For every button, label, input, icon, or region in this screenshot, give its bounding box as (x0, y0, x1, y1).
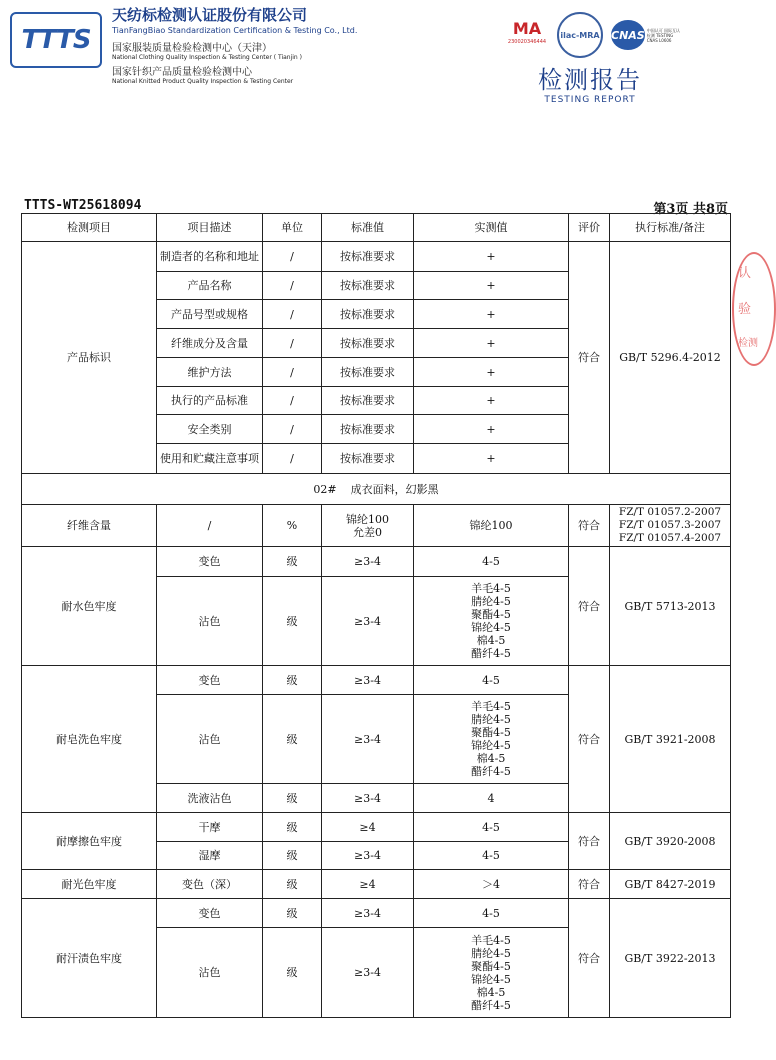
cma-mark-number: 230020346444 (507, 39, 547, 45)
cnas-mark-icon (611, 18, 683, 52)
cell-measured: + (414, 415, 569, 444)
cell-evaluation: 符合 (569, 813, 610, 870)
cnas-mark-note: 中国认可 国际互认 检测 TESTING CNAS L0606 (646, 27, 680, 43)
cell-standard: GB/T 5713-2013 (610, 547, 731, 666)
col-header: 标准值 (322, 214, 414, 242)
table-row (22, 505, 731, 547)
report-title-cn: 检测报告 (538, 66, 642, 94)
cell-desc: 变色 (157, 666, 263, 695)
stamp-char-1: 认 (738, 266, 752, 281)
standard-line: FZ/T 01057.3-2007 (618, 519, 722, 531)
cell-standard: GB/T 3921-2008 (610, 666, 731, 813)
cell-measured: 4-5 (414, 666, 569, 695)
cell-std: 按标准要求 (322, 272, 414, 300)
cell-unit: / (263, 415, 322, 444)
table-header-row (22, 214, 731, 242)
report-title (538, 60, 642, 105)
cell-measured: + (414, 329, 569, 358)
cell-std: 按标准要求 (322, 329, 414, 358)
ilac-mra-mark-icon (557, 12, 603, 58)
measured-line: 聚酯4-5 (471, 959, 511, 973)
cell-desc: 产品名称 (157, 272, 263, 300)
report-number: TTTS-WT25618094 (24, 198, 142, 213)
measured-line: 锦纶4-5 (471, 621, 511, 634)
table-row (22, 242, 731, 272)
cell-unit: / (263, 329, 322, 358)
cell-unit: / (263, 358, 322, 387)
cell-unit: 级 (263, 813, 322, 842)
cell-std: 按标准要求 (322, 358, 414, 387)
cell-unit: 级 (263, 577, 322, 666)
cell-std: 按标准要求 (322, 415, 414, 444)
cell-std: ≥4 (322, 870, 414, 899)
cell-item: 耐摩擦色牢度 (22, 813, 157, 870)
cma-mark-label: MA (512, 19, 542, 38)
cell-desc: / (157, 505, 263, 547)
cell-std (322, 505, 414, 547)
measured-line: 腈纶4-5 (471, 946, 511, 960)
col-header: 项目描述 (157, 214, 263, 242)
center1-name-en: National Clothing Quality Inspection & Testing Center ( Tianjin ) (112, 54, 302, 61)
col-header: 评价 (569, 214, 610, 242)
cell-unit: 级 (263, 784, 322, 813)
cell-item: 产品标识 (22, 242, 157, 474)
center2-name-en: National Knitted Product Quality Inspection & Testing Center (112, 78, 294, 85)
cell-measured: 4-5 (414, 547, 569, 577)
cell-evaluation: 符合 (569, 899, 610, 1018)
cell-unit: 级 (263, 928, 322, 1018)
logo-text: TTTS (21, 25, 91, 55)
cell-standard: GB/T 3922-2013 (610, 899, 731, 1018)
col-header: 实测值 (414, 214, 569, 242)
accreditation-marks (505, 12, 683, 58)
table-row (22, 813, 731, 842)
company-name-cn: 天纺标检测认证股份有限公司 (112, 6, 308, 24)
cell-standard (610, 505, 731, 547)
cell-standard: GB/T 8427-2019 (610, 870, 731, 899)
cell-std: ≥3-4 (322, 666, 414, 695)
cnas-mark-label: CNAS (611, 28, 645, 42)
cell-std: ≥3-4 (322, 547, 414, 577)
measured-line: 锦纶4-5 (471, 739, 511, 752)
measured-line: 羊毛4-5 (471, 582, 511, 595)
cell-unit: 级 (263, 666, 322, 695)
table-row (22, 870, 731, 899)
cell-std: 按标准要求 (322, 444, 414, 474)
cell-desc: 变色 (157, 899, 263, 928)
stamp-char-3: 检测 (738, 338, 758, 349)
cell-measured: + (414, 444, 569, 474)
cma-mark-icon (505, 19, 549, 51)
company-block (112, 4, 357, 85)
center2-name-cn: 国家针织产品质量检验检测中心 (112, 67, 252, 78)
cell-measured: + (414, 242, 569, 272)
cell-measured (414, 577, 569, 666)
cell-desc: 沾色 (157, 695, 263, 784)
center1-name-cn: 国家服装质量检验检测中心（天津） (112, 43, 272, 54)
cell-unit: % (263, 505, 322, 547)
measured-line: 棉4-5 (476, 634, 506, 647)
cell-desc: 使用和贮藏注意事项 (157, 444, 263, 474)
standard-line: FZ/T 01057.2-2007 (618, 506, 722, 518)
cell-desc: 制造者的名称和地址 (157, 242, 263, 272)
cell-desc: 产品号型或规格 (157, 300, 263, 329)
cell-standard: GB/T 3920-2008 (610, 813, 731, 870)
cell-measured: 4-5 (414, 813, 569, 842)
cell-unit: 级 (263, 842, 322, 870)
seal-stamp-icon (732, 252, 776, 366)
cell-measured (414, 928, 569, 1018)
cell-measured: ＞4 (414, 870, 569, 899)
cell-std: ≥3-4 (322, 899, 414, 928)
cell-std: ≥3-4 (322, 695, 414, 784)
table-row (22, 899, 731, 928)
cell-std: ≥4 (322, 813, 414, 842)
cell-evaluation: 符合 (569, 547, 610, 666)
measured-line: 聚酯4-5 (471, 608, 511, 621)
measured-line: 聚酯4-5 (471, 726, 511, 739)
cell-unit: 级 (263, 695, 322, 784)
col-header: 单位 (263, 214, 322, 242)
cell-unit: / (263, 272, 322, 300)
cell-evaluation: 符合 (569, 242, 610, 474)
cell-std: 按标准要求 (322, 387, 414, 415)
measured-line: 棉4-5 (476, 752, 506, 765)
cell-measured: + (414, 358, 569, 387)
measured-line: 腈纶4-5 (471, 713, 511, 726)
std-line: 允差0 (353, 525, 382, 539)
cell-unit: / (263, 444, 322, 474)
cell-unit: / (263, 300, 322, 329)
cell-item: 耐汗渍色牢度 (22, 899, 157, 1018)
cell-desc: 洗液沾色 (157, 784, 263, 813)
report-title-en: TESTING REPORT (544, 95, 636, 105)
sample-description: 02# 成衣面料，幻影黑 (22, 474, 731, 505)
cell-desc: 湿摩 (157, 842, 263, 870)
cell-desc: 安全类别 (157, 415, 263, 444)
company-name-en: TianFangBiao Standardization Certification & Testing Co., Ltd. (112, 26, 358, 35)
measured-line: 醋纤4-5 (471, 765, 511, 778)
cell-measured: 4-5 (414, 842, 569, 870)
cell-desc: 执行的产品标准 (157, 387, 263, 415)
stamp-char-2: 验 (738, 302, 752, 317)
cell-std: 按标准要求 (322, 300, 414, 329)
measured-line: 腈纶4-5 (471, 595, 511, 608)
cell-std: ≥3-4 (322, 577, 414, 666)
col-header: 执行标准/备注 (610, 214, 731, 242)
cell-unit: 级 (263, 899, 322, 928)
cell-item: 耐皂洗色牢度 (22, 666, 157, 813)
standard-line: FZ/T 01057.4-2007 (618, 532, 722, 544)
cell-std: ≥3-4 (322, 928, 414, 1018)
cell-item: 耐光色牢度 (22, 870, 157, 899)
cell-desc: 干摩 (157, 813, 263, 842)
cell-measured: + (414, 387, 569, 415)
cell-desc: 沾色 (157, 928, 263, 1018)
cell-std: ≥3-4 (322, 842, 414, 870)
cell-evaluation: 符合 (569, 666, 610, 813)
cell-unit: 级 (263, 547, 322, 577)
cell-standard: GB/T 5296.4-2012 (610, 242, 731, 474)
cell-desc: 维护方法 (157, 358, 263, 387)
page-indicator: 第3页 共8页 (653, 202, 728, 217)
measured-line: 羊毛4-5 (471, 933, 511, 947)
results-table (21, 213, 731, 1018)
cell-std: 按标准要求 (322, 242, 414, 272)
cell-evaluation: 符合 (569, 870, 610, 899)
cell-measured (414, 695, 569, 784)
cell-measured: 4-5 (414, 899, 569, 928)
cell-unit: / (263, 242, 322, 272)
sample-row (22, 474, 731, 505)
cell-desc: 变色 (157, 547, 263, 577)
cell-evaluation: 符合 (569, 505, 610, 547)
table-row (22, 547, 731, 577)
std-line: 锦纶100 (346, 512, 389, 526)
cell-measured: 锦纶100 (414, 505, 569, 547)
table-row (22, 666, 731, 695)
ilac-mark-label: ilac-MRA (560, 30, 600, 40)
cell-measured: + (414, 272, 569, 300)
measured-line: 羊毛4-5 (471, 700, 511, 713)
measured-line: 醋纤4-5 (471, 998, 511, 1012)
cell-unit: / (263, 387, 322, 415)
cell-item: 耐水色牢度 (22, 547, 157, 666)
measured-line: 醋纤4-5 (471, 647, 511, 660)
cell-item: 纤维含量 (22, 505, 157, 547)
cell-desc: 沾色 (157, 577, 263, 666)
cell-unit: 级 (263, 870, 322, 899)
cell-measured: 4 (414, 784, 569, 813)
cell-measured: + (414, 300, 569, 329)
company-logo (10, 12, 102, 68)
cell-desc: 纤维成分及含量 (157, 329, 263, 358)
measured-line: 棉4-5 (476, 985, 506, 999)
cell-std: ≥3-4 (322, 784, 414, 813)
measured-line: 锦纶4-5 (471, 972, 511, 986)
col-header: 检测项目 (22, 214, 157, 242)
cell-desc: 变色（深） (157, 870, 263, 899)
